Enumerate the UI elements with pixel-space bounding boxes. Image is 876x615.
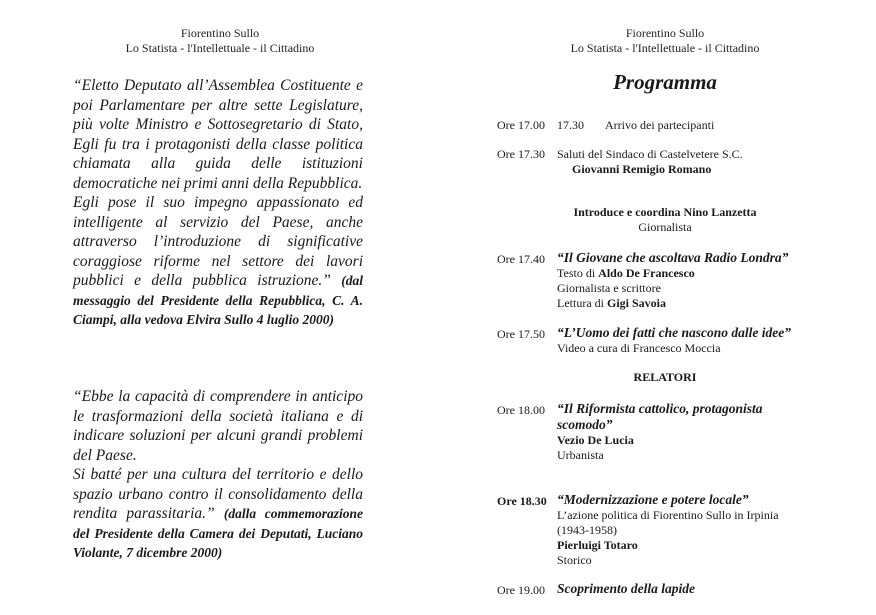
quote-violante <box>73 387 363 563</box>
quote-paragraph: Si batté per una cultura del territorio e dello spazio urbano contro il consolidamento della rendita parassitaria.” (dalla commemorazione del Presidente della Camera dei Deputati, Luciano Violante, 7 dicembre 2000) <box>73 466 364 560</box>
quote-ciampi <box>73 76 363 330</box>
quote-paragraph: Egli pose il suo impegno appassionato ed intelligente al servizio del Paese, anche attraverso l’introduzione di significative coraggiose riforme nel settore dei lavori pubblici e della pubblica istruzione.” (dal messaggio del Presidente della Repubblica, C. A. Ciampi, alla vedova Elvira Sullo 4 luglio 2000) <box>73 194 363 327</box>
item-title: “Il Riformista cattolico, protagonista scomodo” <box>557 401 763 432</box>
moderator-block <box>520 205 810 235</box>
header-name: Fiorentino Sullo <box>180 26 260 40</box>
item-time: Ore 18.30 <box>497 494 547 508</box>
item-role: Urbanista <box>557 448 604 462</box>
item-time: Ore 17.30 <box>497 147 545 161</box>
item-reader: Gigi Savoia <box>606 296 666 310</box>
item-role: Giornalista e scrittore <box>557 281 661 295</box>
item-role: Storico <box>557 553 592 567</box>
header-name: Fiorentino Sullo <box>625 26 705 40</box>
item-title: Scoprimento della lapide <box>557 581 695 596</box>
right-page-header <box>500 26 830 56</box>
quote-paragraph: “Eletto Deputato all’Assemblea Costituente e poi Parlamentare per altre sette Legislature, più volte Ministro e Sottosegretario di Stato, Egli fu tra i protagonisti della classe politica chiamata alla guida delle istituzioni democratiche nei primi anni della Repubblica. <box>73 77 363 192</box>
item-years: (1943-1958) <box>557 523 617 537</box>
item-text: Video a cura di Francesco Moccia <box>557 341 721 355</box>
item-name: Giovanni Remigio Romano <box>572 162 712 176</box>
item-time-end: 17.30 <box>557 118 584 132</box>
item-title: “Il Giovane che ascoltava Radio Londra” <box>557 250 789 265</box>
item-time: Ore 17.40 <box>497 252 545 266</box>
header-subtitle: Lo Statista - l'Intellettuale - il Cittadino <box>570 41 760 55</box>
item-time: Ore 17.00 <box>497 118 545 132</box>
item-author: Aldo De Francesco <box>598 266 695 280</box>
item-time: Ore 17.50 <box>497 327 545 341</box>
item-time: Ore 19.00 <box>497 583 545 597</box>
item-speaker: Pierluigi Totaro <box>557 538 638 552</box>
item-text: Saluti del Sindaco di Castelvetere S.C. <box>557 147 743 161</box>
moderator-text: Introduce e coordina Nino Lanzetta <box>573 205 757 219</box>
left-page-header <box>60 26 380 56</box>
header-subtitle: Lo Statista - l'Intellettuale - il Cittadino <box>125 41 315 55</box>
quote-source: (dal messaggio del Presidente della Repubblica, C. A. Ciampi, alla vedova Elvira Sullo 4 luglio 2000) <box>73 273 363 327</box>
quote-paragraph: “Ebbe la capacità di comprendere in anticipo le trasformazioni della società italiana e di indicare soluzioni per alcuni grandi problemi del Paese. <box>73 388 363 464</box>
speakers-label: RELATORI <box>633 370 697 384</box>
item-title: “L’Uomo dei fatti che nascono dalle idee” <box>557 325 791 340</box>
item-text: Arrivo dei partecipanti <box>605 118 715 132</box>
item-title: “Modernizzazione e potere locale” <box>557 492 749 507</box>
item-speaker: Vezio De Lucia <box>557 433 634 447</box>
item-subtitle: L’azione politica di Fiorentino Sullo in Irpinia <box>557 508 779 522</box>
program-title: Programma <box>613 70 717 94</box>
quote-source: (dalla commemorazione del Presidente della Camera dei Deputati, Luciano Violante, 7 dicembre 2000) <box>73 506 364 560</box>
moderator-role: Giornalista <box>638 220 692 234</box>
item-time: Ore 18.00 <box>497 403 545 417</box>
